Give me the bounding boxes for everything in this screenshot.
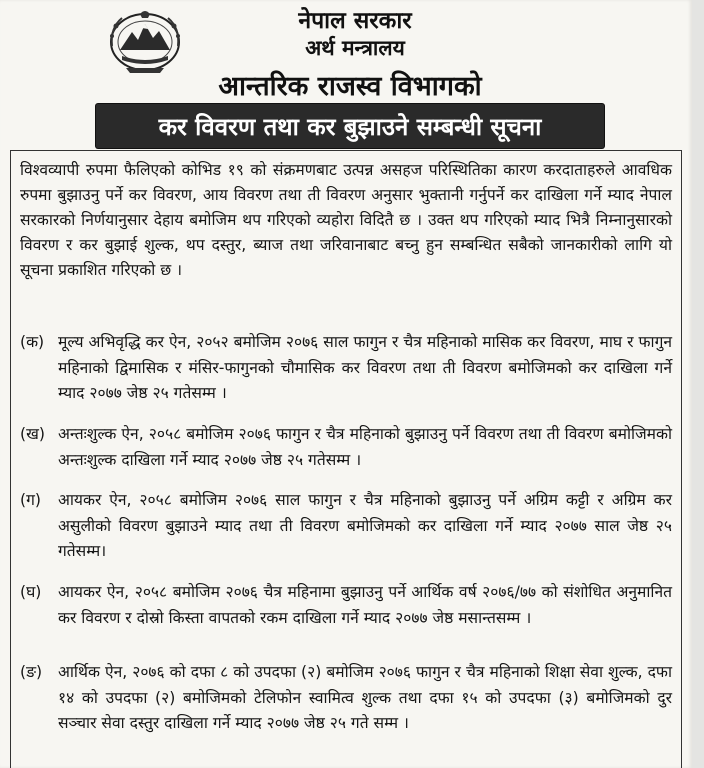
list-item: [20, 330, 672, 407]
header-department: आन्तरिक राजस्व विभागको: [218, 71, 482, 102]
background-edge: [692, 0, 704, 768]
header-ministry: अर्थ मन्त्रालय: [305, 36, 405, 60]
list-item-text: आर्थिक ऐन, २०७६ को दफा ८ को उपदफा (२) बमोजिम २०७६ फागुन र चैत्र महिनाको शिक्षा सेवा शुल्क, दफा १४ को उपदफा (२) बमोजिमको टेलिफोन स्वामित्व शुल्क तथा दफा १५ को उपदफा (३) बमोजिमको दुर सञ्चार सेवा दस्तुर दाखिला गर्ने म्याद २०७७ जेष्ठ २५ गते सम्म ।: [58, 663, 672, 732]
list-item: [20, 422, 672, 473]
list-item-label: (ख): [20, 425, 45, 443]
notice-title: कर विवरण तथा कर बुझाउने सम्बन्धी सूचना: [158, 112, 542, 141]
list-item: [20, 660, 672, 737]
list-item-text: आयकर ऐन, २०५८ बमोजिम २०७६ साल फागुन र चैत्र महिनाको बुझाउनु पर्ने अग्रिम कट्टी र अग्रिम कर असुलीको विवरण बुझाउने म्याद तथा ती विवरण बमोजिमको कर दाखिला गर्ने म्याद २०७७ साल जेष्ठ २५ गतेसम्म।: [58, 491, 672, 560]
list-item-text: अन्तःशुल्क ऐन, २०५८ बमोजिम २०७६ फागुन र चैत्र महिनाको बुझाउनु पर्ने विवरण तथा ती विवरण बमोजिमको अन्तःशुल्क दाखिला गर्ने म्याद २०७७ जेष्ठ २५ गतेसम्म ।: [58, 425, 672, 469]
list-item-label: (क): [20, 333, 45, 351]
list-item-label: (घ): [20, 583, 42, 601]
header-government: नेपाल सरकार: [298, 8, 412, 34]
list-item-label: (ग): [20, 491, 41, 509]
notice-title-banner: [96, 104, 604, 148]
list-item-text: मूल्य अभिवृद्धि कर ऐन, २०५२ बमोजिम २०७६ साल फागुन र चैत्र महिनाको मासिक कर विवरण, माघ र फागुन महिनाको द्विमासिक र मंसिर-फागुनको चौमासिक कर विवरण तथा ती विवरण बमोजिमको कर दाखिला गर्ने म्याद २०७७ जेष्ठ २५ गतेसम्म ।: [58, 333, 672, 402]
list-item-label: (ङ): [20, 663, 43, 681]
list-item: [20, 488, 672, 565]
intro-paragraph: विश्वव्यापी रुपमा फैलिएको कोभिड १९ को संक्रमणबाट उत्पन्न असहज परिस्थितिका कारण करदाताहरुले आवधिक रुपमा बुझाउनु पर्ने कर विवरण, आय विवरण तथा ती विवरण अनुसार भुक्तानी गर्नुपर्ने कर दाखिला गर्ने म्याद नेपाल सरकारको निर्णयानुसार देहाय बमोजिम थप गरिएको व्यहोरा विदितै छ । उक्त थप गरिएको म्याद भित्रै निम्नानुसारको विवरण र कर बुझाई शुल्क, थप दस्तुर, ब्याज तथा जरिवानाबाट बच्नु हुन सम्बन्धित सबैको जानकारीको लागि यो सूचना प्रकाशित गरिएको छ ।: [20, 161, 672, 279]
list-item-text: आयकर ऐन, २०५८ बमोजिम २०७६ चैत्र महिनामा बुझाउनु पर्ने आर्थिक वर्ष २०७६/७७ को संशोधित अनुमानित कर विवरण र दोस्रो किस्ता वापतको रकम दाखिला गर्ने म्याद २०७७ जेष्ठ मसान्तसम्म ।: [58, 583, 672, 627]
list-item: [20, 580, 672, 631]
